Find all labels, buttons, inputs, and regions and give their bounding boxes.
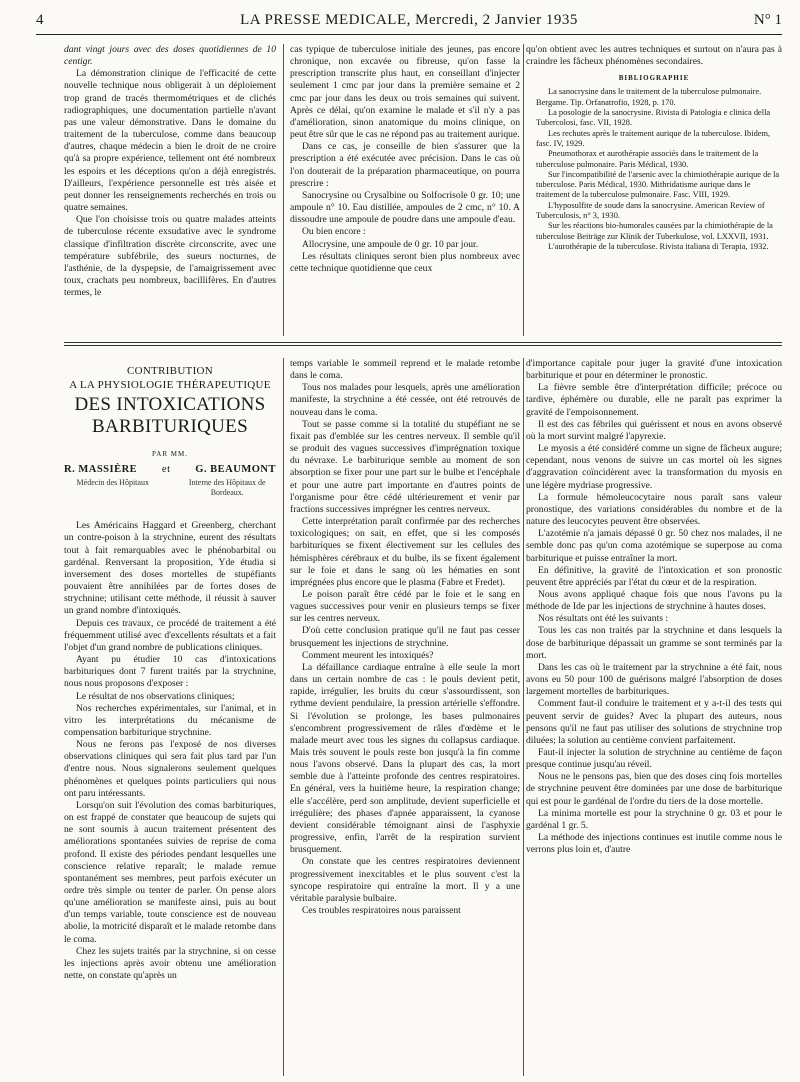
paragraph: La fièvre semble être d'interprétation difficile; précoce ou tardive, éphémère ou durable, elle ne paraît pas exprimer la gravité de l'empoisonnement. [526,382,782,418]
article-title-2: BARBITURIQUES [92,416,248,437]
paragraph: Lorsqu'on suit l'évolution des comas barbituriques, on est frappé de constater que beaucoup de sujets qui ne sont soumis à aucun traitement présentent des améliorations spontanées suivies de reprise de coma profond. Il existe des périodes pendant lesquelles une conscience relative reparaît; le malade remue spontanément ses membres, peut parfois exécuter un ordre très simple ou tenter de parler. On pense alors qu'une amélioration se manifeste ainsi, puis au bout d'un temps variable, toute conscience est de nouveau abolie, la motricité disparaît et le malade retombe dans le coma. [64,799,276,945]
bibliography-entry: Sur l'incompatibilité de l'arsenic avec la chimiothérapie aurique de la tuberculose. Paris Médical, 1930. Mithridatisme aurique dans le traitement de la tuberculose pulmonaire. Fasc. VIII, 1929. [536,169,780,200]
paragraph: Sanocrysine ou Crysalbine ou Solfocrisole 0 gr. 10; une ampoule n° 10. Eau distillée, ampoules de 2 cmc, n° 10. A dissoudre une ampoule de poudre dans une ampoule d'eau. [290,189,520,226]
paragraph: Nos recherches expérimentales, sur l'animal, et in vitro les interprétations du mécanisme de compensation barbiturique strychnine. [64,702,276,738]
paragraph: Chez les sujets traités par la strychnine, si on cesse les injections après avoir obtenu une amélioration nette, on constate qu'après un [64,945,276,982]
paragraph: On constate que les centres respiratoires deviennent progressivement inexcitables et le plus souvent c'est la syncope respiratoire qui entraîne la mort. Il y a une véritable paralysie bulbaire. [290,856,520,904]
top-column-2 [290,44,520,336]
column-divider [523,44,524,336]
bibliography-title: BIBLIOGRAPHIE [618,74,690,83]
paragraph: Ces troubles respiratoires nous paraissent [302,905,461,917]
bibliography-entry: Les rechutes après le traitement aurique de la tuberculose. Ibidem, fasc. IV, 1929. [536,128,771,148]
paragraph: temps variable le sommeil reprend et le malade retombe dans le coma. [290,358,520,382]
article-kicker-2: A LA PHYSIOLOGIE THÉRAPEUTIQUE [69,379,271,391]
authors [64,464,276,476]
page-number: 4 [36,12,44,28]
paragraph: cas typique de tuberculose initiale des jeunes, pas encore chronique, non excavée ou fibreuse, qu'on fasse la prescription transcrite plus haut, en conseillant d'injecter seulement 1 cmc par jour dans la première semaine et 2 cmc par jour dans les deux ou trois semaines qui suivent. Après ce délai, qu'on examine le malade et s'il n'y a pas d'amélioration, sinon anatomique du moins clinique, on peut être sûr que le cas ne répond pas au traitement aurique. [290,44,520,141]
paragraph: Tout se passe comme si la totalité du stupéfiant ne se fixait pas d'emblée sur les centres nerveux. Il semble qu'il se produit des vagues successives d'imprégnation toxique du névraxe. Le barbiturique semble au moment de son absorption se fixer pour une part sur le bulbe et l'encéphale et pour une autre part importante en d'autres points de l'organisme pour être cédé ultérieurement et venir par fractions successives imprégner les centres nerveux. [290,418,520,515]
issue-number: N° 1 [753,12,782,28]
bibliography-entry: L'aurothérapie de la tuberculose. Rivista italiana di Terapia, 1932. [548,241,769,251]
bibliography-entry: Pneumothorax et aurothérapie associés dans le traitement de la tuberculose pulmonaire. Paris Médical, 1930. [536,149,759,169]
paragraph: Tous nos malades pour lesquels, après une amélioration manifeste, la strychnine a été cessée, ont été retrouvés de nouveau dans le coma. [290,382,520,418]
paragraph: Comment faut-il conduire le traitement et y a-t-il des tests qui peuvent servir de guides? Avec la plupart des auteurs, nous pensons qu'il ne faut pas utiliser des solutions de strychnine trop diluées; la solution au centième convient parfaitement. [526,698,782,746]
bibliography-entry: Sur les réactions bio-humorales causées par la chimiothérapie de la tuberculose Beiträge zur Klinik der Tuberkulose, vol. LXXVII, 1931. [536,221,773,241]
affiliations [64,478,276,498]
article-kicker-1: CONTRIBUTION [126,365,214,377]
article-column-3 [526,358,782,1076]
paragraph: Depuis ces travaux, ce procédé de traitement a été fréquemment utilisé avec d'excellents résultats et a fait l'objet d'un grand nombre de publications cliniques. [64,617,276,653]
paragraph: Nous ne ferons pas l'exposé de nos diverses observations cliniques qui sera fait plus tard par l'un d'entre nous. Nous signalerons seulement quelques phénomènes et quelques points particuliers qui nous ont paru intéressants. [64,739,276,799]
paragraph: Dans les cas où le traitement par la strychnine a été fait, nous avons eu 50 pour 100 de guérisons malgré l'absorption de doses largement mortelles de barbituriques. [526,661,782,698]
column-divider [283,44,284,336]
bibliography-entry: La sanocrysine dans le traitement de la tuberculose pulmonaire. Bergame. Tip. Orfanatrofio, 1928, p. 170. [536,87,762,107]
paragraph: L'azotémie n'a jamais dépassé 0 gr. 50 chez nos malades, il ne semble donc pas qu'un coma azotémique se superpose au coma barbiturique et puisse entraîner la mort. [526,528,782,564]
paragraph: Que l'on choisisse trois ou quatre malades atteints de tuberculose récente exsudative avec le syndrome classique d'infiltration discrète circonscrite, avec une température subfébrile, des sueurs nocturnes, de l'asthénie, de la dyspepsie, de l'amaigrissement avec toux, crachats peu nombreux, bacillifères. En d'autres termes, le [64,214,276,299]
paragraph: Les Américains Haggard et Greenberg, cherchant un contre-poison à la strychnine, eurent des résultats tout à fait remarquables avec le phénobarbital ou gardénal. Renversant la proposition, Yde étudia si inversement des doses mortelles de stupéfiants pouvaient être annihilées par de fortes doses de strychnine; utilisant cette méthode, il réussit à sauver un grand nombre d'intoxiqués. [64,520,276,617]
article-title-1: DES INTOXICATIONS [74,394,266,415]
affiliation-2: Interne des Hôpitaux de Bordeaux. [188,478,266,498]
paragraph: La défaillance cardiaque entraîne à elle seule la mort dans un certain nombre de cas : le pouls devient petit, rapide, irrégulier, les bruits du cœur s'assourdissent, son rythme devient pendulaire, la pression artérielle s'effondre. Si l'évolution se prolonge, les bases pulmonaires s'encombrent progressivement de râles d'œdème et le malade meurt avec tous les signes du collapsus cardiaque. Mais très souvent le pouls reste bon jusqu'à la fin comme nous l'avons observé. Dans la plupart des cas, la mort semble due à l'atteinte profonde des centres respiratoires. En général, vers la huitième heure, la respiration change; elle s'accélère, perd son amplitude, devient superficielle et irrégulière; des phases d'apnée apparaissent, la cyanose devient considérable témoignant ainsi de l'asphyxie progressive, enfin, l'arrêt de la respiration survient brusquement. [290,661,520,856]
paragraph: Les résultats cliniques seront bien plus nombreux avec cette technique quotidienne que ceux [290,250,520,274]
paragraph: Nos résultats ont été les suivants : [538,613,669,625]
section-divider [64,342,782,346]
paragraph: La démonstration clinique de l'efficacité de cette nouvelle technique nous obligerait à un déploiement trop grand de tracés thermométriques et de clichés radiographiques, une documentation partielle n'avant pas une valeur démonstrative. Dans le domaine du traitement de la tuberculose, comme dans beaucoup d'autres, chaque médecin a bien le droit de ne croire qu'à sa propre expérience, tellement ont été nombreux les espoirs et les déceptions qu'on a déjà enregistrés. D'ailleurs, l'expérience personnelle est très aisée et peut donner les renseignements recherchés en trois ou quatre semaines. [64,68,276,214]
article-column-2 [290,358,520,1076]
paragraph: Tous les cas non traités par la strychnine et dans lesquels la dose de barbiturique dépassait un gramme se sont terminés par la mort. [526,625,782,661]
column-divider [523,358,524,1076]
paragraph: Le poison paraît être cédé par le foie et le sang en vagues successives pour venir en plusieurs temps se fixer sur les centres nerveux. [290,588,520,625]
paragraph: Dans ce cas, je conseille de bien s'assurer que la prescription a été exécutée avec précision. Dans le cas où l'on douterait de la préparation pharmaceutique, on pourra prescrire : [290,141,520,189]
paragraph: Nous ne le pensons pas, bien que des doses cinq fois mortelles de strychnine peuvent être dominées par une dose de barbiturique qui est pour le gardénal de l'ordre du tiers de la dose mortelle. [526,771,782,807]
top-column-3 [526,44,782,336]
paragraph: La minima mortelle est pour la strychnine 0 gr. 03 et pour le gardénal 1 gr. 5. [526,807,782,831]
paragraph: Il est des cas fébriles qui guérissent et nous en avons observé où la mort survint malgré l'apyrexie. [526,418,782,442]
paragraph: Le résultat de nos observations cliniques; [76,690,235,702]
article-body-1 [64,520,276,982]
paragraph: dant vingt jours avec des doses quotidiennes de 10 centigr. [64,44,276,68]
column-divider [283,358,284,1076]
paragraph: Ayant pu étudier 10 cas d'intoxications barbituriques dont 7 furent traités par la strychnine, nous nous proposons d'exposer : [64,654,276,690]
bibliography-entry: La posologie de la sanocrysine. Rivista di Patologia e clinica della Tubercolosi, fasc. VII, 1928. [536,108,771,128]
paragraph: d'importance capitale pour juger la gravité d'une intoxication barbiturique et pour en déterminer le pronostic. [526,358,782,382]
paragraph: Nous avons appliqué chaque fois que nous l'avons pu la méthode de Ide par les injections de strychnine à hautes doses. [526,588,782,613]
article-column-1 [64,358,276,1076]
author-1: R. MASSIÈRE [64,464,138,476]
paragraph: Comment meurent les intoxiqués? [302,649,434,661]
page-header [36,6,782,35]
paragraph: Faut-il injecter la solution de strychnine au centième de façon presque continue jusqu'au réveil. [526,747,782,771]
paragraph: D'où cette conclusion pratique qu'il ne faut pas cesser brusquement les injections de strychnine. [290,625,520,649]
author-conjunction: et [161,464,171,476]
paragraph: La méthode des injections continues est inutile comme nous le verrons plus loin et, d'autre [526,832,782,856]
paragraph: Allocrysine, une ampoule de 0 gr. 10 par jour. [302,238,479,250]
paragraph: Ou bien encore : [302,226,366,238]
bibliography-list [526,87,782,252]
top-column-3-text: qu'on obtient avec les autres techniques et surtout on n'aura pas à craindre les fâcheux phénomènes secondaires. [526,44,782,68]
paragraph: Cette interprétation paraît confirmée par des recherches toxicologiques; on sait, en effet, que si les composés barbituriques se fixent électivement sur les cellules des hémisphères cérébraux et du bulbe, ils se fixent également sur le foie et dans le sang où les hématies en sont imprégnées plus encore que le plasma (Fabre et Fredet). [290,516,520,588]
paragraph: En définitive, la gravité de l'intoxication et son pronostic peuvent être appréciés par l'état du cœur et de la respiration. [526,564,782,588]
paragraph: Le myosis a été considéré comme un signe de fâcheux augure; cependant, nous venons de suivre un cas mortel où les signes d'aggravation coïncidèrent avec la transformation du myosis en une légère mydriase progressive. [526,443,782,491]
article-heading [64,364,276,498]
byline-prefix: PAR MM. [152,450,188,458]
top-column-1 [64,44,276,336]
affiliation-1: Médecin des Hôpitaux [76,478,149,488]
bibliography-entry: L'hyposulfite de soude dans la sanocrysine. American Review of Tuberculosis, n° 3, 1930. [536,200,765,221]
paragraph: La formule hémoleucocytaire nous paraît sans valeur pronostique, des variations considérables du nombre et de la nature des leucocytes peuvent être observées. [526,491,782,528]
masthead: LA PRESSE MEDICALE, Mercredi, 2 Janvier 1935 [240,12,578,28]
author-2: G. BEAUMONT [195,464,276,476]
